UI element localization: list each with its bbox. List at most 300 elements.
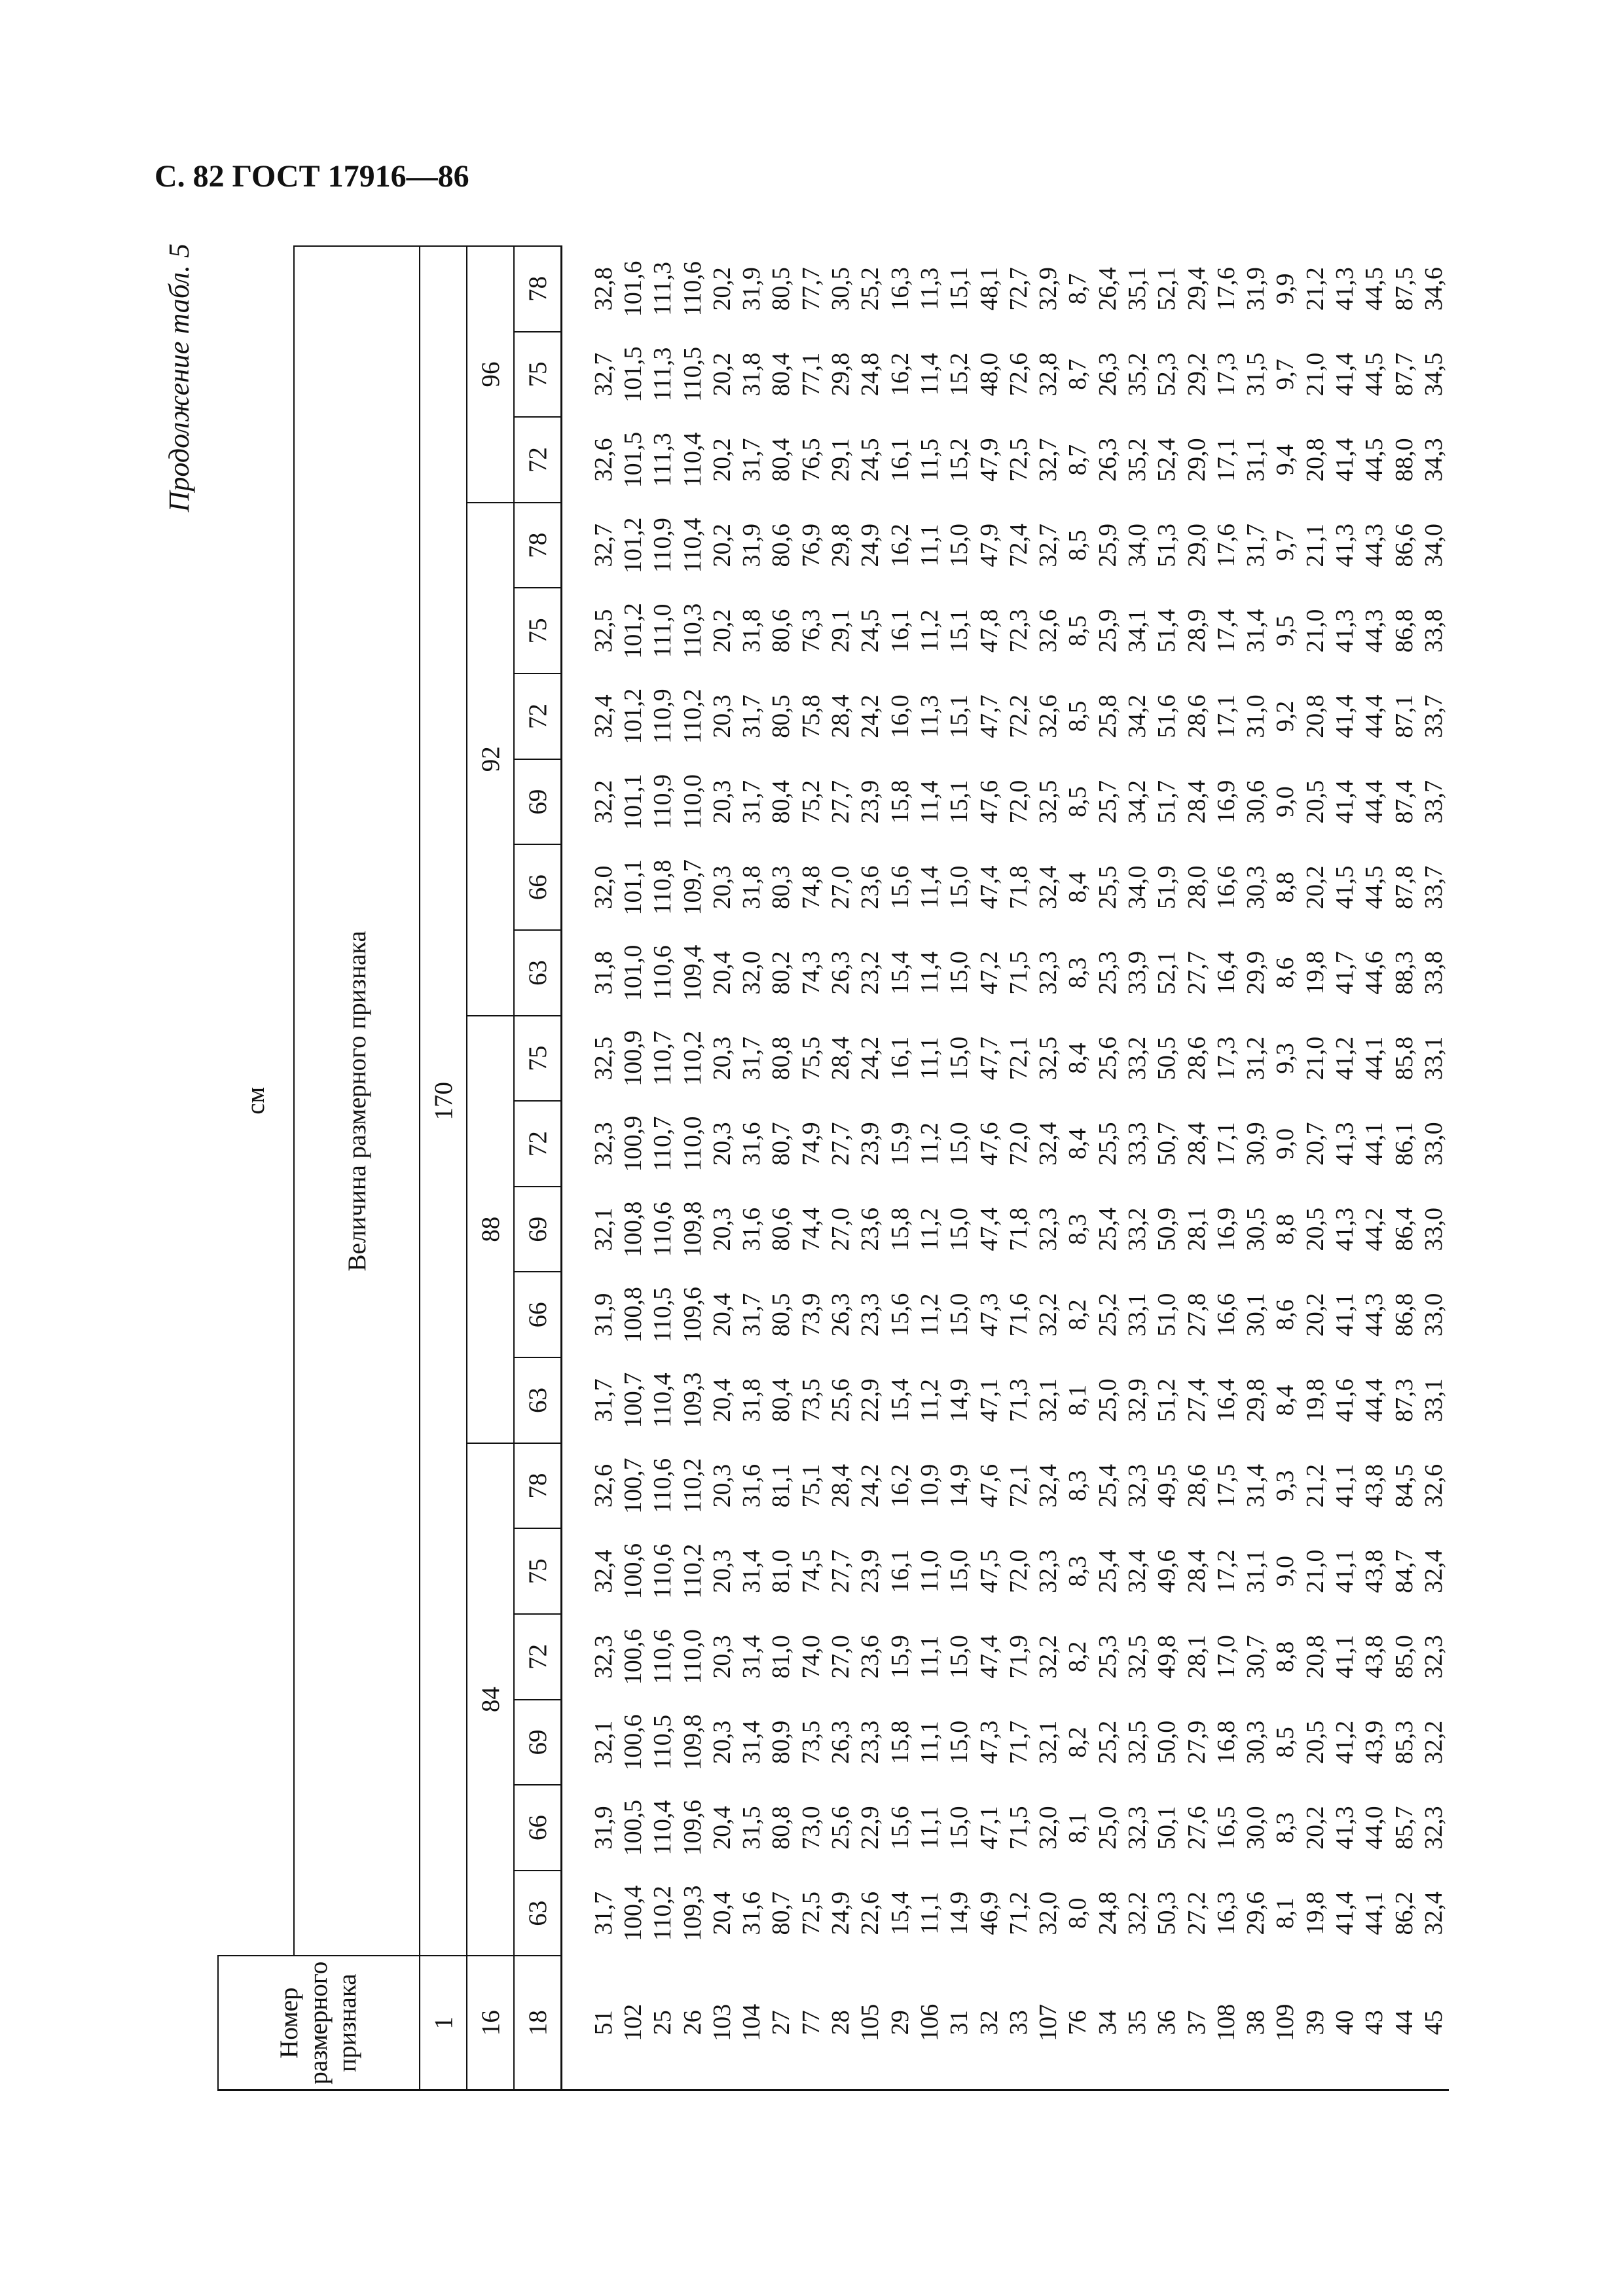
table-cell: 17,1 [1212, 694, 1240, 738]
table-cell: 26,3 [827, 951, 855, 995]
table-cell: 33,0 [1419, 1207, 1448, 1251]
table-cell: 11,1 [915, 1721, 943, 1764]
table-cell: 15,6 [886, 1806, 914, 1850]
table-cell: 74,0 [797, 1635, 825, 1679]
table-cell: 47,9 [975, 523, 1003, 567]
table-cell: 31,5 [1242, 352, 1270, 397]
table-row [678, 246, 707, 2090]
table-cell: 16,4 [1212, 1378, 1240, 1422]
table-cell: 28,9 [1182, 609, 1211, 653]
table-cell: 11,1 [915, 524, 943, 567]
table-cell: 8,5 [1064, 700, 1092, 732]
table-cell: 49,8 [1153, 1635, 1181, 1679]
table-cell: 32,4 [1034, 865, 1063, 909]
table-cell: 50,3 [1153, 1891, 1181, 1935]
table-cell: 80,7 [767, 1122, 795, 1166]
table-cell: 30,1 [1242, 1293, 1270, 1337]
table-cell: 32,3 [1034, 951, 1063, 995]
table-cell: 29,1 [827, 438, 855, 482]
table-cell: 88,0 [1390, 438, 1418, 482]
table-cell: 87,7 [1390, 352, 1418, 397]
table-cell: 15,0 [945, 1635, 974, 1679]
table-cell: 20,5 [1301, 1720, 1329, 1765]
table-cell: 32,0 [738, 951, 766, 995]
table-cell: 31,6 [738, 1891, 766, 1935]
table-cell: 44,4 [1360, 694, 1389, 738]
table-cell: 15,8 [886, 1207, 914, 1251]
table-cell: 110,5 [649, 1714, 677, 1770]
table-cell: 20,3 [708, 1549, 736, 1593]
table-row [1033, 246, 1063, 2090]
table-cell: 33,7 [1419, 780, 1448, 824]
table-cell: 32,4 [1034, 1463, 1063, 1508]
table-cell: 41,3 [1331, 267, 1359, 311]
table-cell: 25,5 [1093, 865, 1122, 909]
table-cell: 31,9 [589, 1293, 617, 1337]
units-label: см [218, 246, 294, 1956]
table-cell: 8,1 [1064, 1812, 1092, 1844]
header-sub: 63 [514, 1871, 562, 1956]
header-group-84: 84 [467, 1443, 514, 1956]
table-cell: 32,6 [1419, 1463, 1448, 1508]
table-cell: 32,1 [1034, 1378, 1063, 1422]
table-cell: 16,0 [886, 694, 914, 738]
table-cell: 110,2 [678, 689, 706, 744]
table-cell: 16,2 [886, 352, 914, 397]
table-cell: 75,1 [797, 1463, 825, 1508]
table-cell: 32,0 [1034, 1806, 1063, 1850]
page-header: С. 82 ГОСТ 17916—86 [155, 159, 469, 194]
table-cell: 30,3 [1242, 865, 1270, 909]
table-cell: 44,6 [1360, 951, 1389, 995]
table-row [1330, 246, 1359, 2090]
table-cell: 48,0 [975, 352, 1003, 397]
table-cell: 25,2 [1093, 1720, 1122, 1765]
table-cell: 10,9 [915, 1463, 943, 1508]
table-cell: 34,0 [1123, 865, 1151, 909]
table-cell: 32,7 [1034, 438, 1063, 482]
table-row [1152, 246, 1182, 2090]
table-cell: 87,5 [1390, 267, 1418, 311]
table-cell: 32,4 [1123, 1549, 1151, 1593]
table-cell: 85,3 [1390, 1720, 1418, 1765]
table-row [856, 246, 885, 2090]
table-cell: 16,3 [886, 267, 914, 311]
table-cell: 17,1 [1212, 438, 1240, 482]
table-cell: 101,1 [619, 774, 647, 830]
table-cell: 29,9 [1242, 951, 1270, 995]
table-cell: 110,6 [649, 1543, 677, 1599]
table-cell: 24,2 [856, 1463, 884, 1508]
table-cell: 29,2 [1182, 352, 1211, 397]
table-cell: 32,0 [589, 865, 617, 909]
table-cell: 80,3 [767, 865, 795, 909]
table-row [1241, 246, 1271, 2090]
table-cell: 81,0 [767, 1549, 795, 1593]
table-cell: 23,9 [856, 1122, 884, 1166]
table-cell: 25,2 [1093, 1293, 1122, 1337]
table-cell: 28,4 [1182, 780, 1211, 824]
table-cell: 15,0 [945, 1549, 974, 1593]
table-cell: 27,0 [827, 1635, 855, 1679]
row-number: 44 [1389, 1956, 1419, 2090]
table-cell: 11,2 [915, 609, 943, 653]
table-cell: 27,2 [1182, 1891, 1211, 1935]
table-cell: 71,9 [1004, 1635, 1032, 1679]
table-cell: 72,7 [1004, 267, 1032, 311]
table-cell: 8,7 [1064, 359, 1092, 390]
table-cell: 31,7 [738, 1036, 766, 1081]
table-body [562, 246, 1449, 2090]
table-cell: 32,4 [589, 1549, 617, 1593]
table-cell: 41,3 [1331, 1207, 1359, 1251]
table-cell: 32,4 [589, 694, 617, 738]
table-cell: 14,9 [945, 1463, 974, 1508]
table-cell: 9,3 [1271, 1470, 1300, 1501]
table-cell: 33,1 [1419, 1378, 1448, 1422]
table-cell: 20,8 [1301, 694, 1329, 738]
table-cell: 47,1 [975, 1806, 1003, 1850]
table-cell: 86,6 [1390, 523, 1418, 567]
table-cell: 31,9 [738, 267, 766, 311]
table-cell: 32,2 [1034, 1635, 1063, 1679]
table-cell: 30,5 [827, 267, 855, 311]
table-cell: 9,2 [1271, 700, 1300, 732]
row-number: 45 [1419, 1956, 1448, 2090]
table-cell: 19,8 [1301, 951, 1329, 995]
table-cell: 50,9 [1153, 1207, 1181, 1251]
table-cell: 51,9 [1153, 865, 1181, 909]
table-cell: 32,5 [589, 1036, 617, 1081]
table-cell: 47,7 [975, 694, 1003, 738]
table-cell: 15,9 [886, 1122, 914, 1166]
table-cell: 32,5 [1034, 1036, 1063, 1081]
table-cell: 80,5 [767, 267, 795, 311]
table-cell: 20,5 [1301, 780, 1329, 824]
table-cell: 110,5 [678, 346, 706, 402]
table-cell: 26,3 [1093, 438, 1122, 482]
table-cell: 20,2 [708, 609, 736, 653]
table-cell: 32,4 [1034, 1122, 1063, 1166]
table-cell: 73,9 [797, 1293, 825, 1337]
table-cell: 21,2 [1301, 267, 1329, 311]
table-cell: 21,2 [1301, 1463, 1329, 1508]
row-number: 29 [885, 1956, 915, 2090]
table-cell: 110,8 [649, 859, 677, 915]
table-cell: 31,4 [738, 1549, 766, 1593]
table-row [737, 246, 766, 2090]
table-cell: 20,4 [708, 1293, 736, 1337]
table-cell: 17,3 [1212, 1036, 1240, 1081]
table-cell: 11,4 [915, 780, 943, 823]
table-cell: 109,3 [678, 1885, 706, 1941]
table-cell: 86,8 [1390, 609, 1418, 653]
table-cell: 32,1 [589, 1720, 617, 1765]
table-cell: 28,1 [1182, 1207, 1211, 1251]
table-cell: 8,6 [1271, 957, 1300, 989]
table-cell: 28,4 [827, 694, 855, 738]
table-cell: 31,1 [1242, 438, 1270, 482]
row-number: 27 [767, 1956, 796, 2090]
table-cell: 33,8 [1419, 609, 1448, 653]
table-cell: 25,2 [856, 267, 884, 311]
table-cell: 27,7 [827, 1122, 855, 1166]
table-cell: 32,3 [1034, 1207, 1063, 1251]
table-cell: 109,3 [678, 1372, 706, 1429]
table-cell: 15,1 [945, 609, 974, 653]
table-cell: 8,4 [1064, 1128, 1092, 1160]
table-cell: 47,6 [975, 1122, 1003, 1166]
table-cell: 100,6 [619, 1543, 647, 1600]
table-cell: 41,6 [1331, 1378, 1359, 1422]
table-cell: 15,4 [886, 951, 914, 995]
table-cell: 17,2 [1212, 1549, 1240, 1593]
table-cell: 20,3 [708, 865, 736, 909]
table-cell: 87,4 [1390, 780, 1418, 824]
table-cell: 32,6 [1034, 694, 1063, 738]
table-cell: 75,5 [797, 1036, 825, 1081]
row-number: 25 [648, 1956, 678, 2090]
table-cell: 11,4 [915, 951, 943, 994]
table-cell: 23,3 [856, 1293, 884, 1337]
table-cell: 110,2 [678, 1458, 706, 1514]
table-cell: 33,0 [1419, 1293, 1448, 1337]
table-cell: 85,0 [1390, 1635, 1418, 1679]
table-cell: 41,2 [1331, 1036, 1359, 1081]
table-cell: 47,8 [975, 609, 1003, 653]
table-cell: 31,7 [738, 1293, 766, 1337]
table-cell: 8,5 [1064, 615, 1092, 647]
row-number: 43 [1360, 1956, 1389, 2090]
header-sub: 75 [514, 332, 562, 418]
table-cell: 31,9 [589, 1806, 617, 1850]
table-cell: 15,1 [945, 267, 974, 311]
row-number: 34 [1093, 1956, 1122, 2090]
table-cell: 8,4 [1064, 1043, 1092, 1074]
header-sub: 69 [514, 1187, 562, 1272]
table-cell: 111,3 [649, 261, 677, 316]
table-cell: 33,3 [1123, 1122, 1151, 1166]
table-cell: 11,3 [915, 694, 943, 738]
table-cell: 48,1 [975, 267, 1003, 311]
table-cell: 15,0 [945, 1036, 974, 1081]
table-cell: 22,9 [856, 1806, 884, 1850]
table-cell: 80,2 [767, 951, 795, 995]
table-row [974, 246, 1004, 2090]
header-row-num-16: 16 [467, 1956, 514, 2090]
table-cell: 23,9 [856, 1549, 884, 1593]
table-cell: 11,1 [915, 1037, 943, 1080]
table-cell: 15,8 [886, 780, 914, 824]
table-cell: 19,8 [1301, 1378, 1329, 1422]
row-number: 40 [1330, 1956, 1359, 2090]
table-cell: 109,6 [678, 1287, 706, 1343]
table-cell: 25,0 [1093, 1378, 1122, 1422]
header-sub: 75 [514, 1016, 562, 1102]
table-cell: 44,4 [1360, 1378, 1389, 1422]
table-cell: 32,1 [589, 1207, 617, 1251]
table-cell: 24,2 [856, 1036, 884, 1081]
table-cell: 44,2 [1360, 1207, 1389, 1251]
table-cell: 8,3 [1064, 957, 1092, 989]
table-cell: 44,5 [1360, 865, 1389, 909]
table-cell: 31,4 [738, 1635, 766, 1679]
table-cell: 31,1 [1242, 1549, 1270, 1593]
table-cell: 32,4 [1419, 1549, 1448, 1593]
table-cell: 29,1 [827, 609, 855, 653]
header-group-92: 92 [467, 503, 514, 1016]
table-cell: 31,8 [738, 865, 766, 909]
table-row [1389, 246, 1419, 2090]
table-cell: 15,4 [886, 1891, 914, 1935]
table-cell: 28,4 [827, 1036, 855, 1081]
table-cell: 111,0 [649, 603, 677, 658]
table-cell: 15,1 [945, 780, 974, 824]
table-cell: 8,3 [1271, 1812, 1300, 1844]
table-cell: 29,8 [827, 352, 855, 397]
table-cell: 17,4 [1212, 609, 1240, 653]
table-cell: 17,0 [1212, 1635, 1240, 1679]
table-cell: 35,1 [1123, 267, 1151, 311]
table-cell: 21,0 [1301, 609, 1329, 653]
table-cell: 16,2 [886, 1463, 914, 1508]
table-cell: 80,8 [767, 1036, 795, 1081]
table-row [707, 246, 737, 2090]
table-cell: 24,5 [856, 438, 884, 482]
table-cell: 27,0 [827, 865, 855, 909]
table-cell: 32,6 [589, 1463, 617, 1508]
table-cell: 31,7 [738, 780, 766, 824]
table-cell: 72,1 [1004, 1463, 1032, 1508]
table-cell: 16,4 [1212, 951, 1240, 995]
table-cell: 100,5 [619, 1799, 647, 1856]
table-cell: 11,1 [915, 1806, 943, 1850]
table-cell: 25,8 [1093, 694, 1122, 738]
header-height-170: 170 [420, 246, 467, 1956]
row-number: 28 [826, 1956, 855, 2090]
table-cell: 8,8 [1271, 1213, 1300, 1245]
table-cell: 109,8 [678, 1201, 706, 1257]
table-cell: 16,1 [886, 1036, 914, 1081]
table-cell: 32,3 [1123, 1463, 1151, 1508]
table-cell: 71,2 [1004, 1891, 1032, 1935]
table-cell: 20,3 [708, 780, 736, 824]
row-number: 31 [945, 1956, 974, 2090]
table-cell: 80,7 [767, 1891, 795, 1935]
header-sub: 72 [514, 1614, 562, 1700]
table-cell: 81,0 [767, 1635, 795, 1679]
table-cell: 74,8 [797, 865, 825, 909]
table-cell: 44,1 [1360, 1122, 1389, 1166]
table-cell: 32,8 [1034, 352, 1063, 397]
table-row [562, 246, 619, 2090]
table-cell: 17,6 [1212, 267, 1240, 311]
table-cell: 100,9 [619, 1030, 647, 1086]
table-cell: 110,5 [649, 1287, 677, 1342]
table-cell: 74,9 [797, 1122, 825, 1166]
table-cell: 21,1 [1301, 523, 1329, 567]
table-cell: 109,7 [678, 859, 706, 916]
table-cell: 32,4 [1419, 1891, 1448, 1935]
table-cell: 44,3 [1360, 609, 1389, 653]
table-cell: 11,2 [915, 1122, 943, 1166]
table-cell: 17,1 [1212, 1122, 1240, 1166]
table-cell: 72,3 [1004, 609, 1032, 653]
row-number: 77 [796, 1956, 826, 2090]
table-cell: 32,5 [589, 609, 617, 653]
table-cell: 44,4 [1360, 780, 1389, 824]
row-number: 104 [737, 1956, 766, 2090]
table-cell: 47,3 [975, 1720, 1003, 1765]
table-cell: 24,9 [856, 523, 884, 567]
table-cell: 110,4 [649, 1800, 677, 1856]
table-cell: 26,4 [1093, 267, 1122, 311]
table-cell: 87,3 [1390, 1378, 1418, 1422]
table-cell: 16,1 [886, 438, 914, 482]
table-cell: 26,3 [827, 1720, 855, 1765]
table-cell: 47,4 [975, 1207, 1003, 1251]
header-sub: 75 [514, 588, 562, 674]
table-row [767, 246, 796, 2090]
table-cell: 32,2 [1123, 1891, 1151, 1935]
table-cell: 33,8 [1419, 951, 1448, 995]
table-cell: 23,3 [856, 1720, 884, 1765]
table-cell: 51,2 [1153, 1378, 1181, 1422]
table-cell: 16,1 [886, 1549, 914, 1593]
table-cell: 73,0 [797, 1806, 825, 1850]
table-cell: 8,1 [1064, 1384, 1092, 1416]
table-cell: 8,5 [1064, 786, 1092, 817]
table-cell: 29,8 [827, 523, 855, 567]
table-cell: 100,6 [619, 1714, 647, 1770]
table-cell: 31,6 [738, 1207, 766, 1251]
row-number: 51 [562, 1956, 619, 2090]
table-cell: 41,1 [1331, 1635, 1359, 1679]
table-cell: 41,1 [1331, 1549, 1359, 1593]
table-cell: 100,8 [619, 1287, 647, 1343]
table-cell: 80,6 [767, 523, 795, 567]
row-number: 32 [974, 1956, 1004, 2090]
table-cell: 110,4 [678, 432, 706, 488]
table-cell: 31,0 [1242, 694, 1270, 738]
header-row-num-1: 1 [420, 1956, 467, 2090]
table-cell: 23,6 [856, 1207, 884, 1251]
table-cell: 20,2 [708, 523, 736, 567]
table-cell: 110,9 [649, 518, 677, 573]
table-cell: 50,1 [1153, 1806, 1181, 1850]
table-cell: 15,0 [945, 1122, 974, 1166]
table-cell: 80,4 [767, 1378, 795, 1422]
table-cell: 20,4 [708, 1891, 736, 1935]
table-cell: 100,4 [619, 1885, 647, 1941]
table-cell: 44,5 [1360, 438, 1389, 482]
table-cell: 87,1 [1390, 694, 1418, 738]
table-cell: 32,5 [1123, 1635, 1151, 1679]
table-cell: 41,7 [1331, 951, 1359, 995]
table-cell: 49,6 [1153, 1549, 1181, 1593]
table-cell: 15,0 [945, 865, 974, 909]
table-cell: 33,2 [1123, 1207, 1151, 1251]
table-cell: 22,6 [856, 1891, 884, 1935]
table-cell: 43,8 [1360, 1549, 1389, 1593]
table-cell: 86,4 [1390, 1207, 1418, 1251]
table-cell: 71,5 [1004, 951, 1032, 995]
table-cell: 46,9 [975, 1891, 1003, 1935]
table-cell: 25,9 [1093, 609, 1122, 653]
table-cell: 20,5 [1301, 1207, 1329, 1251]
table-cell: 8,1 [1271, 1897, 1300, 1929]
table-cell: 24,8 [1093, 1891, 1122, 1935]
